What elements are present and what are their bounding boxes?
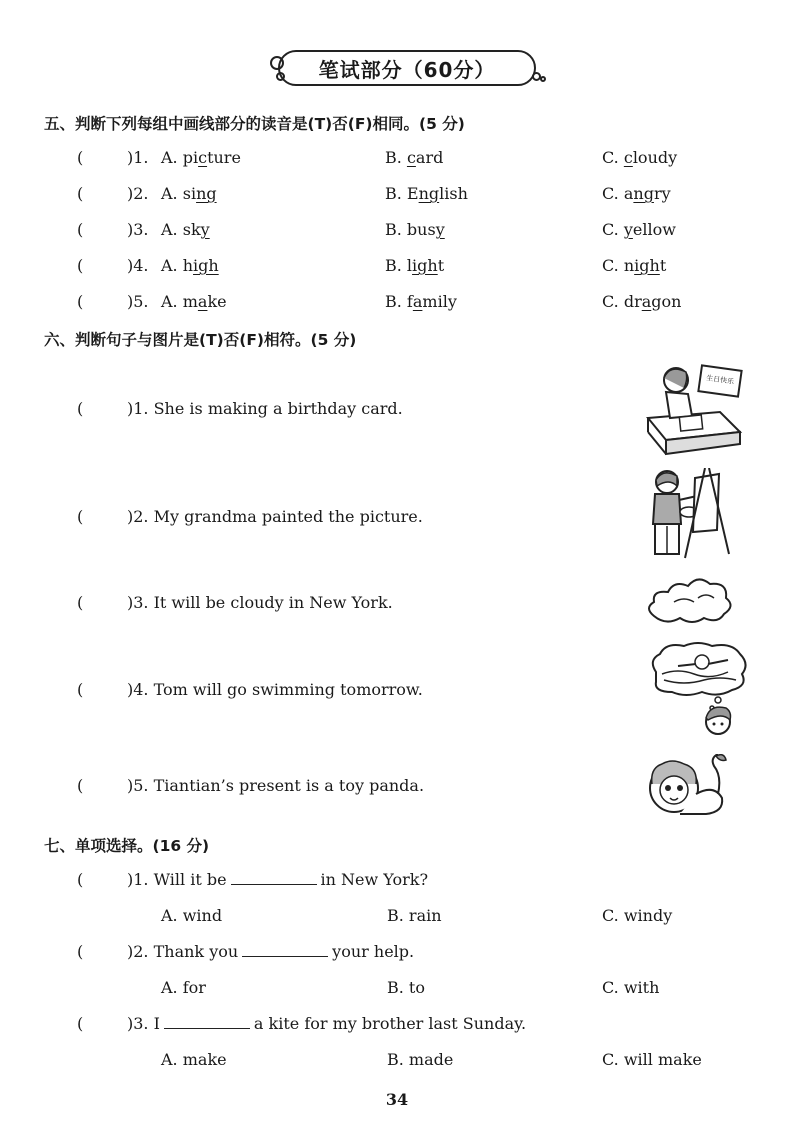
s6-item-3-answer-paren[interactable]: ( bbox=[77, 593, 84, 612]
underlined-letters: ng bbox=[633, 184, 654, 203]
tom-swimming-thought-picture bbox=[648, 642, 750, 738]
underlined-letters: y bbox=[435, 220, 445, 239]
word-part: loudy bbox=[632, 148, 678, 167]
word-part: ard bbox=[415, 148, 444, 167]
word-part: ellow bbox=[632, 220, 676, 239]
page-number: 34 bbox=[385, 1090, 409, 1109]
underlined-letters: c bbox=[623, 148, 633, 167]
question-number: )3. bbox=[127, 1014, 154, 1033]
word-part: t bbox=[659, 256, 667, 275]
word-part: lish bbox=[439, 184, 468, 203]
underlined-letters: igh bbox=[193, 256, 219, 275]
question-text: Thank you bbox=[153, 942, 239, 961]
word-part: ry bbox=[653, 184, 671, 203]
underlined-letters: igh bbox=[412, 256, 438, 275]
card-text: 生日快乐 bbox=[705, 374, 735, 386]
s6-sentence: )1. She is making a birthday card. bbox=[127, 399, 403, 418]
s7-item-3-answer-paren[interactable]: ( bbox=[77, 1014, 84, 1033]
s5-option-c bbox=[602, 184, 671, 203]
word-part: mily bbox=[422, 292, 457, 311]
word-part: C. bbox=[602, 148, 624, 167]
s7-option[interactable]: C. will make bbox=[602, 1050, 702, 1069]
s7-option[interactable]: C. windy bbox=[602, 906, 673, 925]
s6-item-1-answer-paren[interactable]: ( bbox=[77, 399, 84, 418]
word-part: A. sk bbox=[161, 220, 201, 239]
word-part: C. a bbox=[602, 184, 634, 203]
s7-question bbox=[127, 1014, 526, 1033]
s5-item-number: )5. bbox=[127, 292, 149, 311]
s5-item-3-answer-paren[interactable]: ( bbox=[77, 220, 84, 239]
toy-lion-picture bbox=[644, 754, 736, 818]
s7-question bbox=[127, 870, 428, 889]
word-part: C. dr bbox=[602, 292, 642, 311]
s5-option-c bbox=[602, 148, 677, 167]
question-text: your help. bbox=[332, 942, 415, 961]
s7-option[interactable]: B. rain bbox=[387, 906, 442, 925]
section-title-badge bbox=[270, 46, 550, 100]
girl-making-card-picture bbox=[640, 360, 746, 456]
section7-heading: 七、单项选择。(16 分) bbox=[44, 837, 210, 855]
s5-item-number: )3. bbox=[127, 220, 149, 239]
s5-item-4-answer-paren[interactable]: ( bbox=[77, 256, 84, 275]
s5-item-2-answer-paren[interactable]: ( bbox=[77, 184, 84, 203]
s7-option[interactable]: B. to bbox=[387, 978, 425, 997]
cloud-picture bbox=[644, 572, 736, 628]
s5-option-a bbox=[161, 256, 219, 275]
word-part: C. bbox=[602, 220, 624, 239]
underlined-letters: ng bbox=[418, 184, 440, 203]
word-part: A. h bbox=[161, 256, 194, 275]
s5-option-a bbox=[161, 220, 210, 239]
question-number: )1. bbox=[127, 870, 154, 889]
answer-blank bbox=[242, 942, 328, 957]
s7-option[interactable]: A. make bbox=[161, 1050, 227, 1069]
section6-heading: 六、判断句子与图片是(T)否(F)相符。(5 分) bbox=[44, 331, 357, 349]
s6-item-2-answer-paren[interactable]: ( bbox=[77, 507, 84, 526]
word-part: ke bbox=[207, 292, 227, 311]
s5-option-a bbox=[161, 148, 241, 167]
word-part: gon bbox=[651, 292, 682, 311]
word-part: B. f bbox=[385, 292, 413, 311]
s5-option-a bbox=[161, 184, 217, 203]
s5-option-c bbox=[602, 256, 666, 275]
question-text: in New York? bbox=[320, 870, 429, 889]
s5-item-number: )2. bbox=[127, 184, 149, 203]
s7-question bbox=[127, 942, 414, 961]
underlined-letters: c bbox=[406, 148, 416, 167]
s7-option[interactable]: A. for bbox=[161, 978, 206, 997]
question-text: a kite for my brother last Sunday. bbox=[253, 1014, 527, 1033]
underlined-letters: y bbox=[200, 220, 210, 239]
title-bubble-right-tiny bbox=[540, 76, 546, 82]
s5-option-c bbox=[602, 292, 681, 311]
s6-sentence: )2. My grandma painted the picture. bbox=[127, 507, 423, 526]
s5-item-number: )1. bbox=[127, 148, 149, 167]
s5-option-b bbox=[385, 220, 445, 239]
word-part: B. E bbox=[385, 184, 419, 203]
underlined-letters: igh bbox=[634, 256, 660, 275]
s6-item-5-answer-paren[interactable]: ( bbox=[77, 776, 84, 795]
question-text: I bbox=[153, 1014, 160, 1033]
word-part: B. l bbox=[385, 256, 413, 275]
s5-option-b bbox=[385, 184, 468, 203]
word-part: A. pi bbox=[161, 148, 199, 167]
s7-option[interactable]: A. wind bbox=[161, 906, 223, 925]
underlined-letters: y bbox=[623, 220, 633, 239]
question-number: )2. bbox=[127, 942, 154, 961]
word-part: B. bbox=[385, 148, 407, 167]
word-part: B. bus bbox=[385, 220, 436, 239]
underlined-letters: ng bbox=[196, 184, 217, 203]
s5-option-b bbox=[385, 292, 457, 311]
s5-item-1-answer-paren[interactable]: ( bbox=[77, 148, 84, 167]
s5-option-c bbox=[602, 220, 676, 239]
page-title: 笔试部分（60分） bbox=[278, 50, 536, 86]
word-part: A. m bbox=[161, 292, 198, 311]
underlined-letters: c bbox=[198, 148, 208, 167]
underlined-letters: a bbox=[197, 292, 208, 311]
question-text: Will it be bbox=[153, 870, 227, 889]
s5-option-b bbox=[385, 148, 443, 167]
section5-heading: 五、判断下列每组中画线部分的读音是(T)否(F)相同。(5 分) bbox=[44, 115, 465, 133]
s6-sentence: )3. It will be cloudy in New York. bbox=[127, 593, 393, 612]
word-part: ture bbox=[207, 148, 241, 167]
s7-item-2-answer-paren[interactable]: ( bbox=[77, 942, 84, 961]
s7-option[interactable]: B. made bbox=[387, 1050, 454, 1069]
answer-blank bbox=[231, 870, 317, 885]
grandma-painting-picture bbox=[645, 468, 733, 560]
s5-item-number: )4. bbox=[127, 256, 149, 275]
word-part: A. si bbox=[161, 184, 197, 203]
s5-option-a bbox=[161, 292, 227, 311]
answer-blank bbox=[164, 1014, 250, 1029]
word-part: C. n bbox=[602, 256, 635, 275]
s6-sentence: )5. Tiantian’s present is a toy panda. bbox=[127, 776, 425, 795]
underlined-letters: a bbox=[641, 292, 652, 311]
underlined-letters: a bbox=[412, 292, 423, 311]
s7-item-1-answer-paren[interactable]: ( bbox=[77, 870, 84, 889]
s6-sentence: )4. Tom will go swimming tomorrow. bbox=[127, 680, 423, 699]
s5-item-5-answer-paren[interactable]: ( bbox=[77, 292, 84, 311]
s6-item-4-answer-paren[interactable]: ( bbox=[77, 680, 84, 699]
s5-option-b bbox=[385, 256, 444, 275]
s7-option[interactable]: C. with bbox=[602, 978, 660, 997]
word-part: t bbox=[437, 256, 445, 275]
